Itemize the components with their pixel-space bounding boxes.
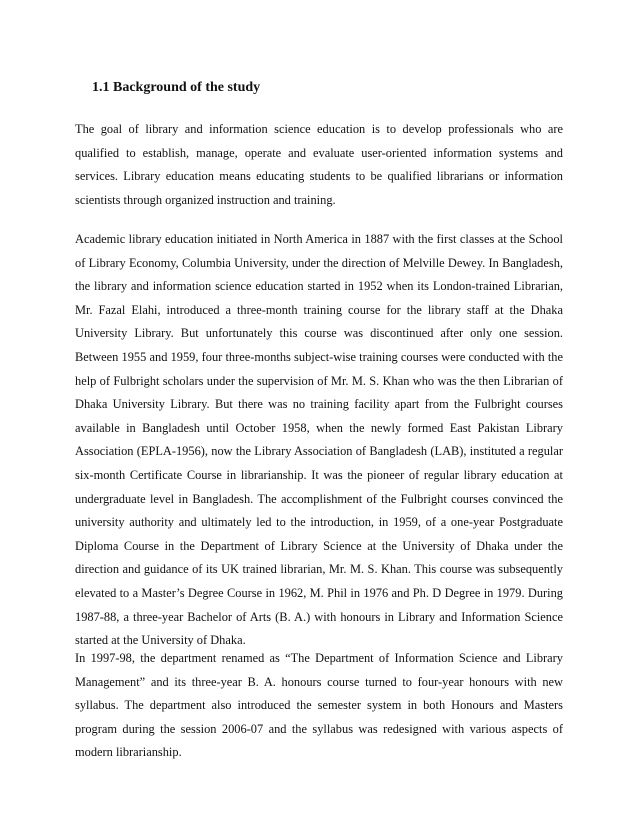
section-heading: 1.1 Background of the study (92, 80, 261, 95)
paragraph-education-history: Academic library education initiated in North America in 1887 with the first classes at the School of Library Economy, Columbia University, under the direction of Melville Dewey. In Bangladesh, the library and information science education started in 1952 when its London-trained Librarian, Mr. Fazal Elahi, introduced a three-month training course for the library staff at the Dhaka University Library. But unfortunately this course was discontinued after only one session. Between 1955 and 1959, four three-months subject-wise training courses were conducted with the help of Fulbright scholars under the supervision of Mr. M. S. Khan who was the then Librarian of Dhaka University Library. But there was no training facility apart from the Fulbright courses available in Bangladesh until October 1958, when the newly formed East Pakistan Library Association (EPLA-1956), now the Library Association of Bangladesh (LAB), instituted a regular six-month Certificate Course in librarianship. It was the pioneer of regular library education at undergraduate level in Bangladesh. The accomplishment of the Fulbright courses convinced the university authority and ultimately led to the introduction, in 1959, of a one-year Postgraduate Diploma Course in the Department of Library Science at the University of Dhaka under the direction and guidance of its UK trained librarian, Mr. M. S. Khan. This course was subsequently elevated to a Master’s Degree Course in 1962, M. Phil in 1976 and Ph. D Degree in 1979. During 1987-88, a three-year Bachelor of Arts (B. A.) with honours in Library and Information Science started at the University of Dhaka. (75, 232, 563, 648)
paragraph-library-education-goal: The goal of library and information science education is to develop professionals who are qualified to establish, manage, operate and evaluate user-oriented information systems and services. Library education means educating students to be qualified librarians or information scientists through organized instruction and training. (75, 122, 563, 207)
paragraph-department-renaming: In 1997-98, the department renamed as “The Department of Information Science and Library Management” and its three-year B. A. honours course turned to four-year honours with new syllabus. The department also introduced the semester system in both Honours and Masters program during the session 2006-07 and the syllabus was redesigned with various aspects of modern librarianship. (75, 651, 563, 760)
